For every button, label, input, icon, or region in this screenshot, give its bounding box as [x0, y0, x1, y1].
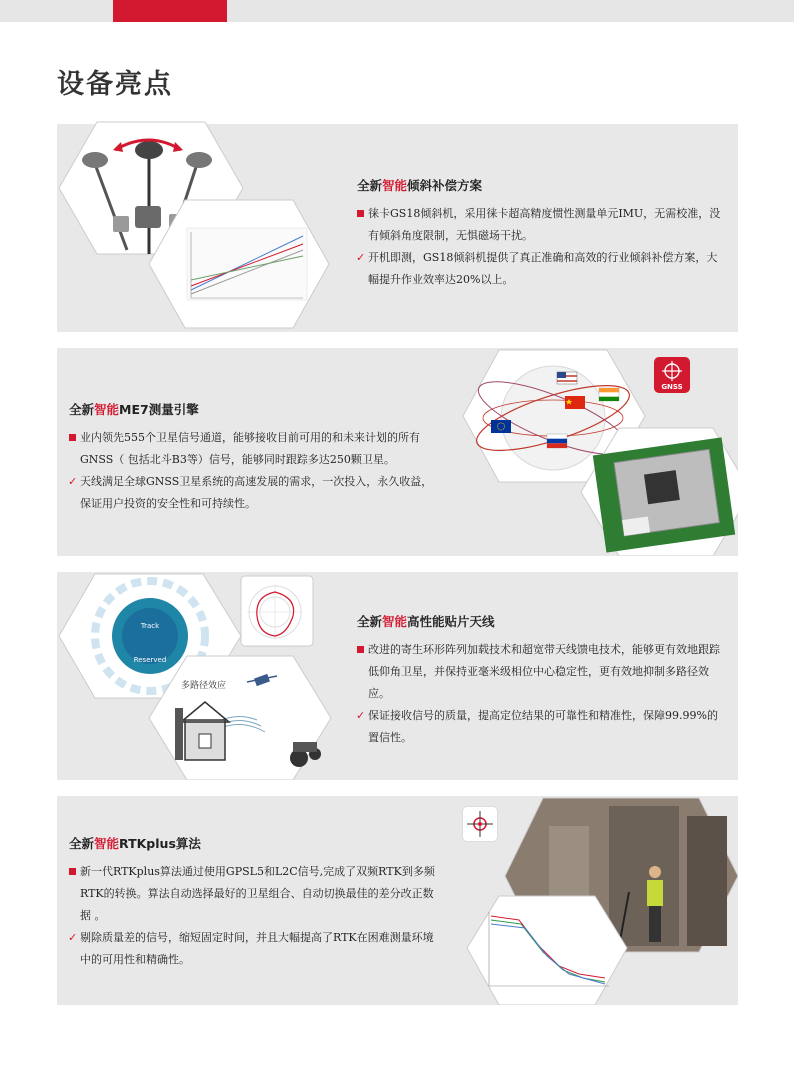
section-2-heading: 全新智能ME7测量引擎	[69, 402, 199, 417]
top-bar-accent	[113, 0, 227, 22]
section-3-text	[357, 612, 727, 749]
section-2-bullet-1: 业内领先555个卫星信号通道，能够接收目前可用的和未来计划的所有GNSS（ 包括北斗B3等）信号，能够同时跟踪多达250颗卫星。	[69, 427, 439, 471]
section-2-text	[69, 400, 439, 515]
check-icon: ✓	[68, 475, 78, 488]
globe-label-bottom: Reserved	[133, 656, 167, 664]
square-bullet-icon	[357, 646, 364, 653]
gnss-badge-text: GNSS	[661, 383, 683, 391]
section-2-bullet-2: ✓ 天线满足全球GNSS卫星系统的高速发展的需求，一次投入，永久收益，保证用户投资的安全性和可持续性。	[69, 471, 439, 515]
square-bullet-icon	[69, 868, 76, 875]
section-me7-engine	[57, 348, 738, 556]
multipath-label: 多路径效应	[181, 681, 227, 691]
section-tilt-compensation	[57, 124, 738, 332]
section-3-heading: 全新智能高性能贴片天线	[357, 614, 495, 629]
section-3-bullet-1: 改进的寄生环形阵列加载技术和超宽带天线馈电技术，能够更有效地跟踪低仰角卫星，并保持亚毫米级相位中心稳定性，更有效地抑制多路径效应。	[357, 639, 727, 705]
section-1-heading: 全新智能倾斜补偿方案	[357, 178, 483, 193]
section-4-bullet-2: ✓ 剔除质量差的信号，缩短固定时间，并且大幅提高了RTK在困难测量环境中的可用性和精确性。	[69, 927, 439, 971]
urban-rtk-figure	[459, 796, 738, 1005]
check-icon: ✓	[68, 931, 78, 944]
gnss-badge-icon	[654, 357, 690, 393]
check-icon: ✓	[356, 251, 366, 264]
gnss-globe-board-figure	[461, 348, 738, 556]
page-title: 设备亮点	[57, 69, 173, 100]
section-rtkplus	[57, 796, 738, 1005]
section-3-bullet-2: ✓ 保证接收信号的质量，提高定位结果的可靠性和精准性，保障99.99%的置信性。	[357, 705, 727, 749]
globe-label-top: Track	[140, 622, 160, 630]
section-4-bullet-1: 新一代RTKplus算法通过使用GPSL5和L2C信号,完成了双频RTK到多频RTK的转换。算法自动选择最好的卫星组合、自动切换最佳的差分改正数据 。	[69, 861, 439, 927]
section-4-heading: 全新智能RTKplus算法	[69, 836, 201, 851]
section-1-text	[357, 176, 727, 291]
square-bullet-icon	[69, 434, 76, 441]
gs18-tilt-hex-figure	[57, 120, 347, 336]
antenna-multipath-figure	[57, 572, 347, 780]
top-bar	[0, 0, 794, 22]
square-bullet-icon	[357, 210, 364, 217]
section-patch-antenna	[57, 572, 738, 780]
section-1-bullet-2: ✓ 开机即测，GS18倾斜机提供了真正准确和高效的行业倾斜补偿方案，大幅提升作业效率达20%以上。	[357, 247, 727, 291]
check-icon: ✓	[356, 709, 366, 722]
section-4-text	[69, 834, 439, 971]
section-1-bullet-1: 徕卡GS18倾斜机，采用徕卡超高精度惯性测量单元IMU，无需校准，没有倾斜角度限制，无惧磁场干扰。	[357, 203, 727, 247]
